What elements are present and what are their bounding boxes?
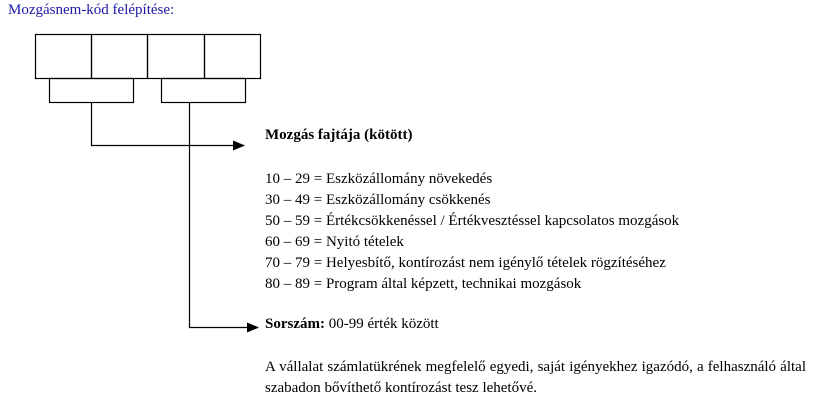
serial-line (265, 316, 439, 333)
code-digit-box-1 (36, 35, 92, 79)
serial-bracket (162, 79, 246, 103)
movement-code-list (265, 169, 679, 295)
code-digit-box-4 (205, 35, 261, 79)
movement-code-item: 80 – 89 = Program által képzett, technikai mozgások (265, 276, 582, 292)
movement-code-item: 70 – 79 = Helyesbítő, kontírozást nem igénylő tételek rögzítéséhez (265, 255, 666, 271)
movement-code-item: 50 – 59 = Értékcsökkenéssel / Értékvesztéssel kapcsolatos mozgások (265, 213, 680, 229)
movement-type-connector (92, 103, 245, 146)
movement-code-item: 30 – 49 = Eszközállomány csökkenés (265, 192, 491, 208)
movement-type-bracket (50, 79, 134, 103)
movement-code-item: 10 – 29 = Eszközállomány növekedés (265, 171, 493, 187)
description-paragraph: A vállalat számlatükrének megfelelő egyedi, saját igényekhez igazódó, a felhasználó által szabadon bővíthető kontírozást tesz lehetővé. (265, 359, 806, 396)
code-digit-box-2 (92, 35, 148, 79)
diagram-title: Mozgásnem-kód felépítése: (8, 2, 175, 18)
serial-text: 00-99 érték között (325, 316, 439, 332)
serial-connector (190, 103, 259, 328)
serial-label: Sorszám: (265, 316, 325, 332)
code-digit-box-3 (148, 35, 205, 79)
movement-type-heading: Mozgás fajtája (kötött) (265, 127, 413, 143)
movement-code-item: 60 – 69 = Nyitó tételek (265, 234, 404, 250)
